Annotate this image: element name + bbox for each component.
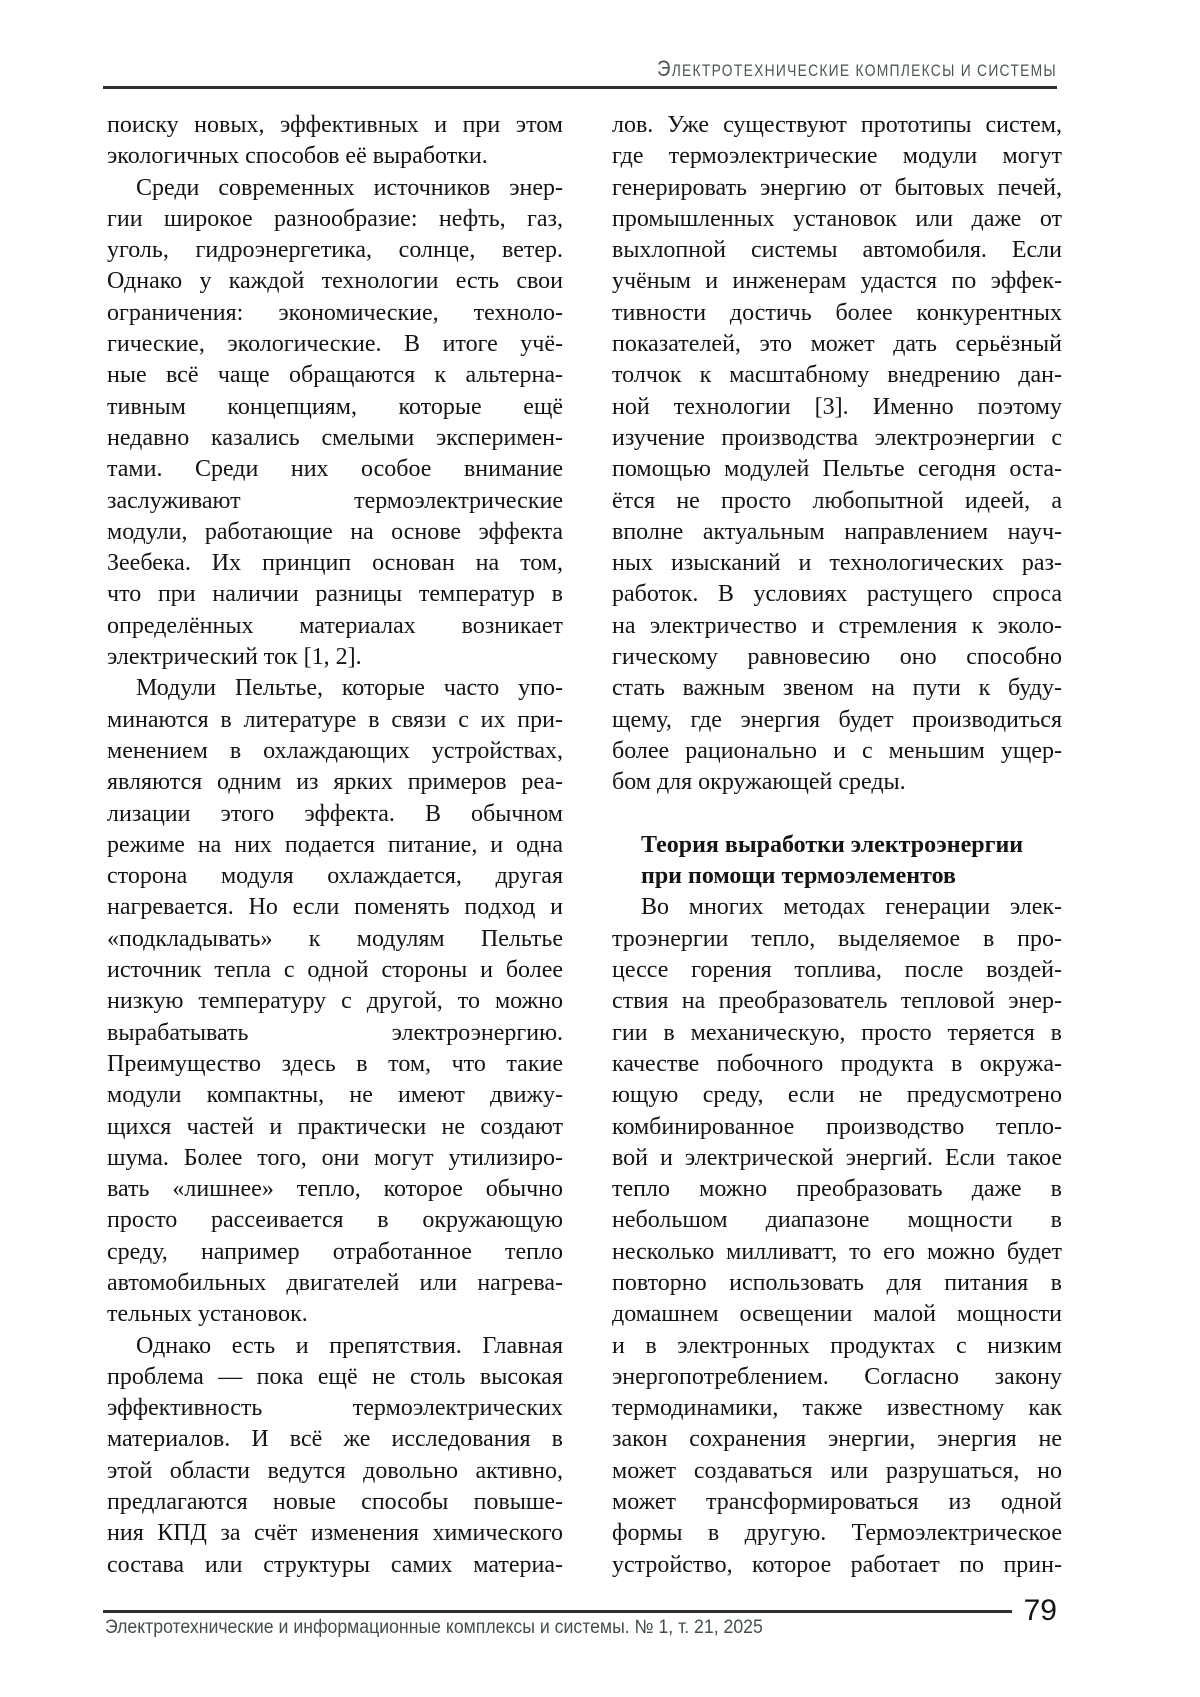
text-line: гические, экологические. В итоге учё- xyxy=(107,331,563,358)
text-line: энергопотреблением. Согласно закону xyxy=(612,1363,1062,1390)
text-line: помощью модулей Пельтье сегодня оста- xyxy=(612,456,1062,483)
text-line: заслуживают термоэлектрические xyxy=(107,487,563,514)
text-line: модули, работающие на основе эффекта xyxy=(107,518,563,545)
footer-journal-info: Электротехнические и информационные комплексы и системы. № 1, т. 21, 2025 xyxy=(105,1617,763,1638)
running-header-title xyxy=(657,56,1057,82)
text-line: гии широкое разнообразие: нефть, газ, xyxy=(107,205,563,232)
text-line: ограничения: экономические, техноло- xyxy=(107,299,563,326)
text-line: Среди современных источников энер- xyxy=(136,174,563,201)
text-line: ющую среду, если не предусмотрено xyxy=(612,1082,1062,1109)
text-line: формы в другую. Термоэлектрическое xyxy=(612,1520,1062,1547)
text-line: повторно использовать для питания в xyxy=(612,1269,1062,1296)
text-line: электрический ток [1, 2]. xyxy=(107,644,362,671)
text-line: эффективность термоэлектрических xyxy=(107,1395,563,1422)
text-line: на электричество и стремления к эколо- xyxy=(612,612,1062,639)
text-line: щему, где энергия будет производиться xyxy=(612,706,1062,733)
text-line: гическому равновесию оно способно xyxy=(612,644,1062,671)
text-line: учёным и инженерам удастся по эффек- xyxy=(612,268,1062,295)
text-line: уголь, гидроэнергетика, солнце, ветер. xyxy=(107,237,563,264)
text-line: просто рассеивается в окружающую xyxy=(107,1207,563,1234)
text-line: режиме на них подается питание, и одна xyxy=(107,831,563,858)
text-line: тами. Среди них особое внимание xyxy=(107,456,563,483)
text-line: низкую температуру с другой, то можно xyxy=(107,988,563,1015)
text-line: Во многих методах генерации элек- xyxy=(641,894,1062,921)
text-line: являются одним из ярких примеров реа- xyxy=(107,769,563,796)
text-line: тельных установок. xyxy=(107,1301,308,1328)
text-line: качестве побочного продукта в окружа- xyxy=(612,1050,1062,1077)
text-line: гии в механическую, просто теряется в xyxy=(612,1019,1062,1046)
text-line: может создаваться или разрушаться, но xyxy=(612,1457,1062,1484)
text-line: тивности достичь более конкурентных xyxy=(612,299,1062,326)
text-line: толчок к масштабному внедрению дан- xyxy=(612,362,1062,389)
text-line: промышленных установок или даже от xyxy=(612,205,1062,232)
text-line: работок. В условиях растущего спроса xyxy=(612,581,1062,608)
text-line: менением в охлаждающих устройствах, xyxy=(107,737,563,764)
text-line: показателей, это может дать серьёзный xyxy=(612,331,1062,358)
text-line: комбинированное производство тепло- xyxy=(612,1113,1062,1140)
text-line: Преимущество здесь в том, что такие xyxy=(107,1050,563,1077)
text-line: экологичных способов её выработки. xyxy=(107,143,488,170)
text-line: модули компактны, не имеют движу- xyxy=(107,1082,563,1109)
text-line: сторона модуля охлаждается, другая xyxy=(107,863,563,890)
text-line: Зеебека. Их принцип основан на том, xyxy=(107,550,563,577)
text-line: выхлопной системы автомобиля. Если xyxy=(612,237,1062,264)
text-line: изучение производства электроэнергии с xyxy=(612,424,1062,451)
text-line: «подкладывать» к модулям Пельтье xyxy=(107,925,563,952)
header-rule xyxy=(103,86,1057,89)
text-line: ные всё чаще обращаются к альтерна- xyxy=(107,362,563,389)
text-line: нагревается. Но если поменять подход и xyxy=(107,894,563,921)
text-line: генерировать энергию от бытовых печей, xyxy=(612,174,1062,201)
text-line: ётся не просто любопытной идеей, а xyxy=(612,487,1062,514)
text-line: ния КПД за счёт изменения химического xyxy=(107,1520,563,1547)
text-line: несколько милливатт, то его можно будет xyxy=(612,1238,1062,1265)
footer-rule xyxy=(103,1610,1012,1613)
text-line: где термоэлектрические модули могут xyxy=(612,143,1062,170)
text-line: состава или структуры самих материа- xyxy=(107,1551,563,1578)
text-line: термодинамики, также известному как xyxy=(612,1395,1062,1422)
text-line: Модули Пельтье, которые часто упо- xyxy=(136,675,563,702)
running-title-initial: Э xyxy=(657,56,672,81)
text-line: вырабатывать электроэнергию. xyxy=(107,1019,563,1046)
text-line: лов. Уже существуют прототипы систем, xyxy=(612,112,1062,138)
text-line: Теория выработки электроэнергии xyxy=(641,831,1024,858)
text-line: материалов. И всё же исследования в xyxy=(107,1426,563,1453)
running-title-text: ЛЕКТРОТЕХНИЧЕСКИЕ КОМПЛЕКСЫ И СИСТЕМЫ xyxy=(671,62,1057,80)
text-line: этой области ведутся довольно активно, xyxy=(107,1457,563,1484)
left-column xyxy=(107,110,563,1581)
text-line: при помощи термоэлементов xyxy=(641,863,956,890)
text-line: среду, например отработанное тепло xyxy=(107,1238,563,1265)
text-line: вой и электрической энергий. Если такое xyxy=(612,1144,1062,1171)
text-line: определённых материалах возникает xyxy=(107,612,563,639)
text-line: может трансформироваться из одной xyxy=(612,1489,1062,1516)
text-line: тивным концепциям, которые ещё xyxy=(107,393,563,420)
text-line: более рационально и с меньшим ущер- xyxy=(612,737,1062,764)
text-line: ных изысканий и технологических раз- xyxy=(612,550,1062,577)
text-line: закон сохранения энергии, энергия не xyxy=(612,1426,1062,1453)
text-line: вать «лишнее» тепло, которое обычно xyxy=(107,1176,563,1203)
text-line: поиску новых, эффективных и при этом xyxy=(107,112,563,138)
text-line: предлагаются новые способы повыше- xyxy=(107,1489,563,1516)
text-line: троэнергии тепло, выделяемое в про- xyxy=(612,925,1062,952)
text-line: проблема — пока ещё не столь высокая xyxy=(107,1363,563,1390)
text-line: что при наличии разницы температур в xyxy=(107,581,563,608)
text-line: тепло можно преобразовать даже в xyxy=(612,1176,1062,1203)
right-column xyxy=(612,110,1062,1581)
text-line: небольшом диапазоне мощности в xyxy=(612,1207,1062,1234)
text-line: стать важным звеном на пути к буду- xyxy=(612,675,1062,702)
text-line: минаются в литературе в связи с их при- xyxy=(107,706,563,733)
text-line: цессе горения топлива, после воздей- xyxy=(612,957,1062,984)
text-line: шума. Более того, они могут утилизиро- xyxy=(107,1144,563,1171)
text-line: Однако есть и препятствия. Главная xyxy=(136,1332,563,1359)
text-line: устройство, которое работает по прин- xyxy=(612,1551,1062,1578)
text-line: автомобильных двигателей или нагрева- xyxy=(107,1269,563,1296)
text-line: вполне актуальным направлением науч- xyxy=(612,518,1062,545)
text-line: ствия на преобразователь тепловой энер- xyxy=(612,988,1062,1015)
text-line: щихся частей и практически не создают xyxy=(107,1113,563,1140)
text-line: лизации этого эффекта. В обычном xyxy=(107,800,563,827)
text-line: недавно казались смелыми эксперимен- xyxy=(107,424,563,451)
page-number: 79 xyxy=(1023,1594,1057,1627)
text-line: и в электронных продуктах с низким xyxy=(612,1332,1062,1359)
text-line: домашнем освещении малой мощности xyxy=(612,1301,1062,1328)
text-line: ной технологии [3]. Именно поэтому xyxy=(612,393,1062,420)
text-line: Однако у каждой технологии есть свои xyxy=(107,268,563,295)
text-line: бом для окружающей среды. xyxy=(612,769,906,796)
text-line: источник тепла с одной стороны и более xyxy=(107,957,563,984)
